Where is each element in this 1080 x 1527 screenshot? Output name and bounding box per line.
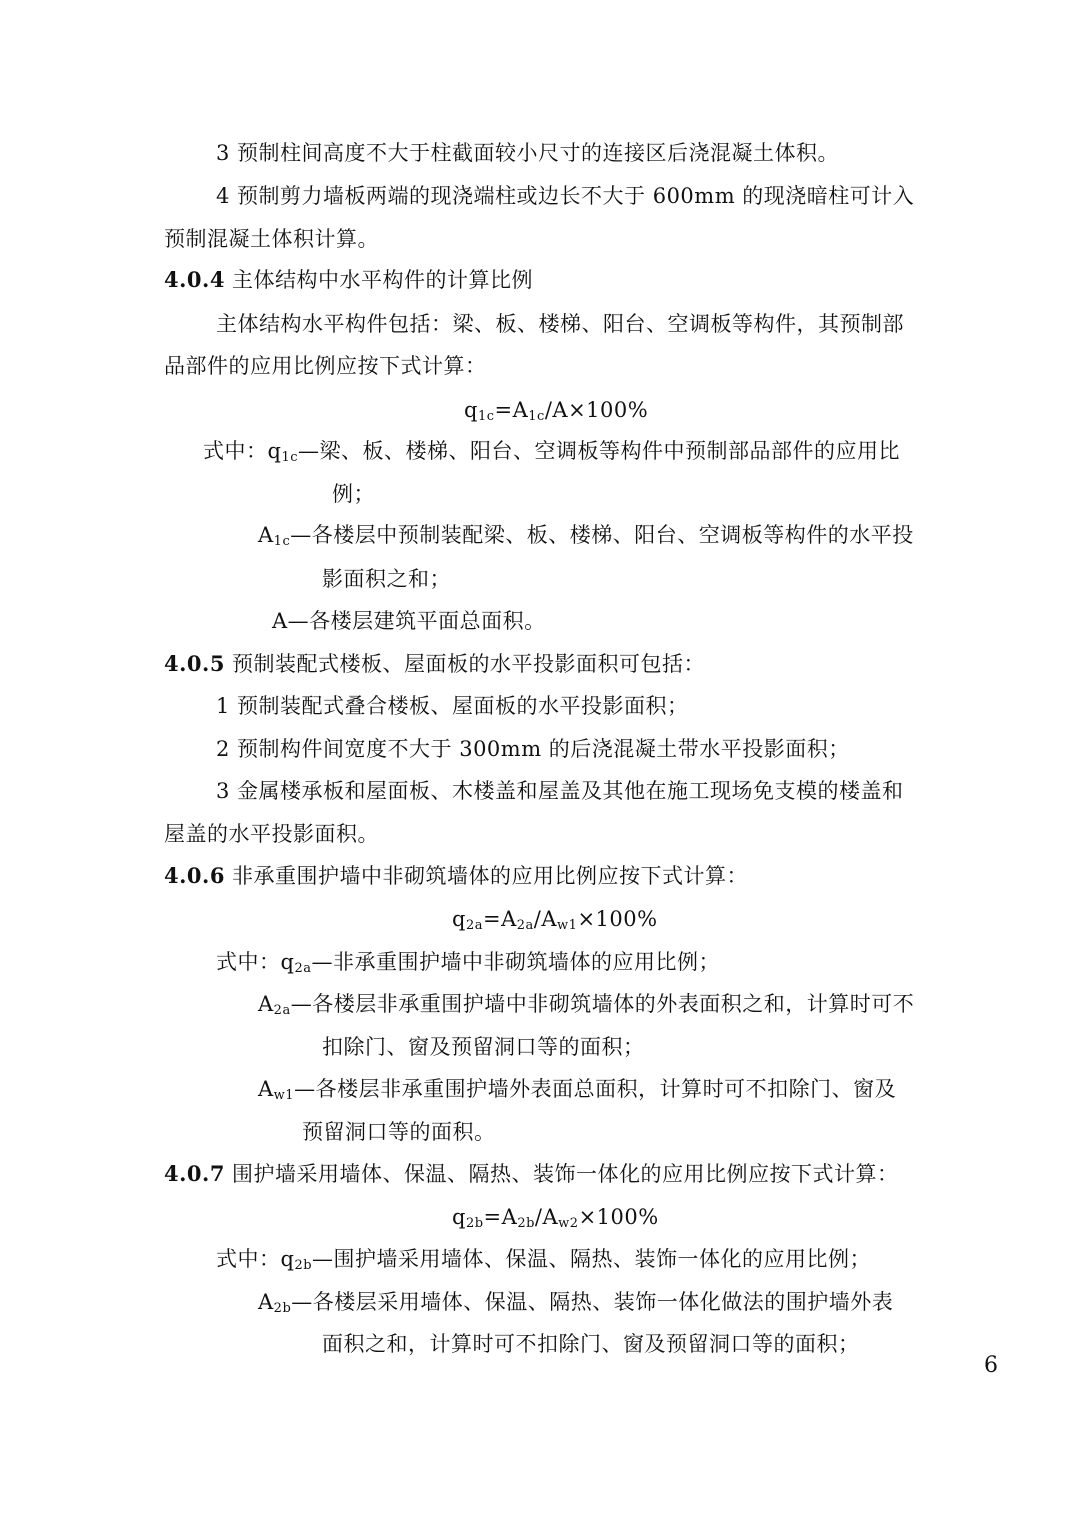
text-line: 预制混凝土体积计算。 xyxy=(164,227,379,251)
text-line: 主体结构水平构件包括：梁、板、楼梯、阳台、空调板等构件，其预制部 xyxy=(216,312,904,336)
page-number: 6 xyxy=(984,1353,998,1378)
section-heading-4-0-6 xyxy=(164,862,748,890)
text-line: 3 金属楼承板和屋面板、木楼盖和屋盖及其他在施工现场免支模的楼盖和 xyxy=(216,779,904,803)
section-title: 非承重围护墙中非砌筑墙体的应用比例应按下式计算： xyxy=(232,864,748,888)
definition-line: A2a—各楼层非承重围护墙中非砌筑墙体的外表面积之和，计算时可不 xyxy=(258,992,915,1018)
definition-continuation: 面积之和，计算时可不扣除门、窗及预留洞口等的面积； xyxy=(322,1332,860,1356)
text-line: 屋盖的水平投影面积。 xyxy=(164,822,379,846)
formula-q2a: q2a=A2a/Aw1×100% xyxy=(452,907,658,933)
section-number: 4.0.7 xyxy=(164,1161,225,1186)
text-line: 4 预制剪力墙板两端的现浇端柱或边长不大于 600mm 的现浇暗柱可计入 xyxy=(216,184,915,208)
text-line: 2 预制构件间宽度不大于 300mm 的后浇混凝土带水平投影面积； xyxy=(216,737,850,761)
definition-line: A2b—各楼层采用墙体、保温、隔热、装饰一体化做法的围护墙外表 xyxy=(258,1290,894,1316)
definition-line: 式中：q1c—梁、板、楼梯、阳台、空调板等构件中预制部品部件的应用比 xyxy=(203,439,901,465)
text-line: 3 预制柱间高度不大于柱截面较小尺寸的连接区后浇混凝土体积。 xyxy=(216,141,840,165)
definition-line: 式中：q2b—围护墙采用墙体、保温、隔热、装饰一体化的应用比例； xyxy=(216,1247,872,1273)
formula-q2b: q2b=A2b/Aw2×100% xyxy=(452,1205,659,1231)
definition-continuation: 扣除门、窗及预留洞口等的面积； xyxy=(322,1035,645,1059)
definition-line: A—各楼层建筑平面总面积。 xyxy=(272,609,546,633)
section-heading-4-0-5 xyxy=(164,650,705,678)
formula-q1c: q1c=A1c/A×100% xyxy=(464,398,649,424)
text-line: 品部件的应用比例应按下式计算： xyxy=(164,354,487,378)
text-line: 1 预制装配式叠合楼板、屋面板的水平投影面积； xyxy=(216,694,689,718)
definition-continuation: 例； xyxy=(332,482,375,506)
section-heading-4-0-7 xyxy=(164,1160,899,1188)
section-title: 预制装配式楼板、屋面板的水平投影面积可包括： xyxy=(232,652,705,676)
section-title: 主体结构中水平构件的计算比例 xyxy=(232,268,533,292)
section-title: 围护墙采用墙体、保温、隔热、装饰一体化的应用比例应按下式计算： xyxy=(232,1162,899,1186)
definition-line: 式中：q2a—非承重围护墙中非砌筑墙体的应用比例； xyxy=(216,950,720,976)
definition-line: A1c—各楼层中预制装配梁、板、楼梯、阳台、空调板等构件的水平投 xyxy=(258,523,914,549)
definition-line: Aw1—各楼层非承重围护墙外表面总面积，计算时可不扣除门、窗及 xyxy=(258,1077,897,1103)
section-number: 4.0.5 xyxy=(164,651,225,676)
section-number: 4.0.6 xyxy=(164,863,225,888)
definition-continuation: 预留洞口等的面积。 xyxy=(302,1120,496,1144)
definition-continuation: 影面积之和； xyxy=(322,567,451,591)
section-number: 4.0.4 xyxy=(164,267,225,292)
section-heading-4-0-4 xyxy=(164,266,533,294)
